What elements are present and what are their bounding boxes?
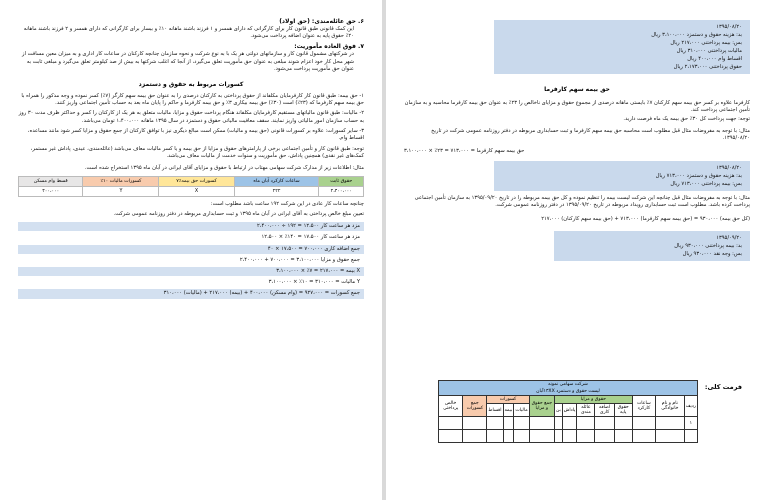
- deduction-other: ۳- سایر کسورات: علاوه بر کسورات قانونی (حق بیمه و مالیات) ممکن است مبالغ دیگری نیز با توافق کارکنان از جمع حقوق و مزایا کسر شود مانند مساعده، اقساط وام.: [27, 127, 364, 142]
- form-company-name: شرکت سهامی نمونه: [439, 381, 698, 389]
- deduction-tax: ۲- مالیات: طبق قانون مالیاتهای مستقیم کارفرمایان مکلفاند هنگام پرداخت حقوق و مزایا، مالیات متعلق به هر یک از کارکنان را کسر و حداکثر ظرف مدت ۳۰ روز به حساب سازمان امور مالیاتی واریز نمایند. سقف معافیت مالیاتی حقوق و دستمزد در سال ۱۳۹۵ ماهانه ۱،۴۰۰،۰۰۰ تومان می‌باشد.: [18, 110, 364, 124]
- calc-row: X بیمه = ۲۱۷،۰۰۰ = ۷٪ × ۳،۱۰۰،۰۰۰: [18, 267, 364, 276]
- form-row: [439, 430, 698, 443]
- val-loan: ۴۰۰،۰۰۰: [19, 186, 83, 196]
- form-col-total-deductions: جمع کسورات: [463, 396, 487, 417]
- form-col-insurance: بیمه: [503, 404, 514, 417]
- employer-example-para: مثال: با توجه به مفروضات مثال قبل مطلوب است محاسبه حق بیمه سهم کارفرما و ثبت حسابداری مربوطه در دفتر روزنامه عمومی شرکت در تاریخ ۱۳۹۵/۰۸/۲۰.: [431, 127, 750, 141]
- calc-row: مزد هر ساعت کار ۱۷،۵۰۰ = ۱۴۰٪ × ۱۲،۵۰۰: [261, 234, 360, 241]
- calc-row: جمع کسورات = ۹۲۷،۰۰۰ = (وام مسکن) ۴۰۰،۰۰۰ + (بیمه) ۲۱۷،۰۰۰ + (مالیات) ۳۱۰،۰۰۰: [18, 289, 364, 298]
- document-page-left: [0, 0, 382, 500]
- employer-insurance-para: کارفرما علاوه بر کسر حق بیمه سهم کارکنان ۷٪ بایستی ماهانه درصدی از مجموع حقوق و مزایای ناخالص را ۲۳٪ به عنوان حق بیمه کارفرما محاسبه و به سازمان تأمین اجتماعی پرداخت کند.: [404, 100, 750, 114]
- form-col-row: ردیف: [684, 396, 697, 417]
- calc-row: جمع اضافه کاری ۷۰۰،۰۰۰ = ۱۷،۵۰۰ × ۴۰: [18, 245, 364, 254]
- calc-row: جمع حقوق و مزایا ۳،۱۰۰،۰۰۰ = ۷۰۰،۰۰۰ + ۲،۴۰۰،۰۰۰: [239, 256, 360, 263]
- journal-entry-box-1: ۱۳۹۵/۰۸/۲۰ بد: هزینه حقوق و دستمزد ۳،۱۰۰،۰۰۰ ریال بس: بیمه پرداختنی ۲۱۷،۰۰۰ ریال مالیات پرداختنی ۳۱۰،۰۰۰ ریال اقساط وام ۴۰۰،۰۰۰ ریال حقوق پرداختنی ۲،۱۷۳،۰۰۰ ریال: [494, 20, 750, 74]
- form-col-overtime: اضافه کاری: [595, 404, 614, 417]
- form-list-title: لیست حقوق و دستمزد ۱۳XXآبان: [439, 388, 698, 396]
- form-col-base: حقوق پایه: [614, 404, 632, 417]
- employer-insurance-note: توجه: جهت پرداخت کل ۳۰٪ حق بیمه یک ماه فرصت دارید.: [623, 116, 750, 123]
- salary-table-value-row: [19, 186, 364, 196]
- section-title-deductions: کسورات مربوط به حقوق و دستمزد: [138, 81, 244, 89]
- form-group-salary: حقوق و مزایا: [554, 396, 632, 404]
- form-row-number: ۱: [684, 417, 697, 430]
- form-col-installments: اقساط: [487, 404, 503, 417]
- col-loan-installment: قسط وام مسکن: [19, 176, 83, 186]
- journal-entry-box-2: ۱۳۹۵/۰۸/۲۰ بد: هزینه حقوق و دستمزد ۷۱۳،۰۰۰ ریال بس: بیمه پرداختنی ۷۱۳،۰۰۰ ریال: [494, 161, 750, 191]
- item6-title: ۶. حق عائله‌مندی: (حق اولاد): [279, 18, 364, 25]
- val-insurance: X: [159, 186, 234, 196]
- calculation-list: [18, 222, 364, 298]
- after-table-text: چنانچه ساعات کار عادی در این شرکت ۱۹۲ ساعت باشد مطلوب است:: [210, 200, 364, 207]
- salary-info-table: [18, 176, 364, 197]
- payroll-form-table: [438, 380, 698, 443]
- form-col-total-salary: جمع حقوق و مزایا: [529, 396, 554, 417]
- payment-example-para: مثال: با توجه به مفروضات مثال قبل چنانچه این شرکت لیست بیمه را تنظیم نموده و کل حق بیمه مربوطه را در تاریخ ۱۳۹۵/۰۹/۲۰ به سازمان تأمین اجتماعی پرداخت کرده باشد. مطلوب است ثبت حسابداری رویداد مربوطه در تاریخ ۱۳۹۵/۰۹/۲۰ در دفتر روزنامه عمومی شرکت.: [414, 195, 750, 209]
- document-page-right: [386, 0, 768, 500]
- task-text: تعیین مبلغ خالص پرداختی به آقای ایرانی در آبان ماه ۱۳۹۵ و ثبت حسابداری مربوطه در دفتر روزنامه عمومی شرکت.: [113, 211, 364, 218]
- calc-row: مزد هر ساعت کار ۱۲،۵۰۰ = ۱۹۲ ÷ ۲،۴۰۰،۰۰۰: [18, 222, 364, 231]
- employer-insurance-formula: حق بیمه سهم کارفرما = ۷۱۳،۰۰۰ = ۲۳٪ × ۳،۱۰۰،۰۰۰: [404, 148, 525, 155]
- example-paragraph: مثال: اطلاعات زیر از مدارک شرکت سهامی مهتاب در ارتباط با حقوق و مزایای آقای ایرانی در آبان ماه ۱۳۹۵ استخراج شده است.: [84, 164, 364, 171]
- form-col-family: عائله مندی: [577, 404, 595, 417]
- form-col-name: نام و نام خانوادگی: [656, 396, 685, 417]
- val-tax: Y: [83, 186, 159, 196]
- form-col-net-pay: خالص پرداختی: [439, 396, 463, 417]
- form-row: [439, 417, 698, 430]
- section-title-employer-insurance: حق بیمه سهم کارفرما: [544, 86, 610, 93]
- calc-row: Y مالیات = ۳۱۰،۰۰۰ = ۱۰٪ × ۳،۱۰۰،۰۰۰: [268, 279, 360, 286]
- form-col-tax: مالیات: [514, 404, 529, 417]
- form-col-bonus: پاداش: [562, 404, 577, 417]
- item7-text: در شرکتهای مشمول قانون کار و سازمانهای دولتی هر یک با به نوع شرکت و نحوه سازمان چنانچه کارکنان در ساعات کار اداری و به میزان معین مسافت از شهر محل کار خود اعزام شوند مبلغی به عنوان حق مأموریت تعلق می‌گیرد، از آنجا که اغلب شرکتها به بیش از صد کیلومتر تعلق می‌گیرد و مبلغی ثابت به عنوان حق مأموریت پرداخت می‌شود.: [22, 51, 354, 72]
- deduction-insurance: ۱- حق بیمه: طبق قانون کار کارفرمایان مکلفاند از حقوق پرداختی به کارکنان درصدی را به عنوان حق بیمه سهم کارگر (۷٪) کسر نموده و وجه مذکور را همراه با حق بیمه سهم کارفرما که (۲۳٪) است (۳۰٪) حق بیمه بیکاری ۳٪ و حق بیمه کارفرما و حاکم را پایان ماه بعد به حساب تأمین اجتماعی واریز کنند.: [21, 93, 364, 107]
- format-title: فرمت کلی:: [704, 383, 742, 391]
- payroll-form: [438, 380, 698, 443]
- col-base-salary: حقوق ثابت: [319, 176, 364, 186]
- col-insurance-deduction: کسورات حق بیمه٪۷: [159, 176, 234, 186]
- form-col-voucher: بن: [554, 404, 562, 417]
- col-tax-deduction: کسورات مالیات ۱۰٪: [83, 176, 159, 186]
- form-col-hours: ساعات کارکرد: [632, 396, 655, 417]
- item7-title: ۷. فوق العاده مأموریت:: [294, 43, 364, 51]
- salary-table-header-row: [19, 176, 364, 186]
- form-group-deductions: کسورات: [487, 396, 529, 404]
- note-paragraph: توجه: طبق قانون کار و تأمین اجتماعی برخی از پارامترهای حقوق و مزایا از حق بیمه و یا کسر مالیات معاف می‌باشد (عائله‌مندی، عیدی، پاداش غیر مستمر، کمک‌های غیر نقدی) همچنین پاداش، حق مأموریت و سنوات خدمت از مالیات معاف می‌باشد.: [30, 146, 364, 160]
- total-insurance-formula: (کل حق بیمه) ۹۳۰،۰۰۰ = (حق بیمه سهم کارفرما) ۷۱۳،۰۰۰ + (حق بیمه سهم کارکنان) ۲۱۷،۰۰۰: [541, 215, 750, 222]
- val-base-salary: ۲،۴۰۰،۰۰۰: [319, 186, 364, 196]
- col-hours-worked: ساعات کارکرد آبان ماه: [234, 176, 319, 186]
- journal-entry-box-3: ۱۳۹۵/۰۹/۲۰ بد: بیمه پرداختنی ۹۳۰،۰۰۰ ریال بس: وجه نقد ۹۳۰،۰۰۰ ریال: [554, 231, 750, 261]
- item6-text: این کمک قانونی طبق قانون کار برای کارگرانی که دارای همسر و ۱ فرزند باشند ماهانه ۱۰٪ و بیسار برای کارگرانی که دارای همسر و ۲ فرزند باشند ماهانه ۲۰٪ حقوق پایه به عنوان اضافه پرداخت می‌شود.: [23, 26, 354, 40]
- val-hours-worked: ۲۲۲: [234, 186, 319, 196]
